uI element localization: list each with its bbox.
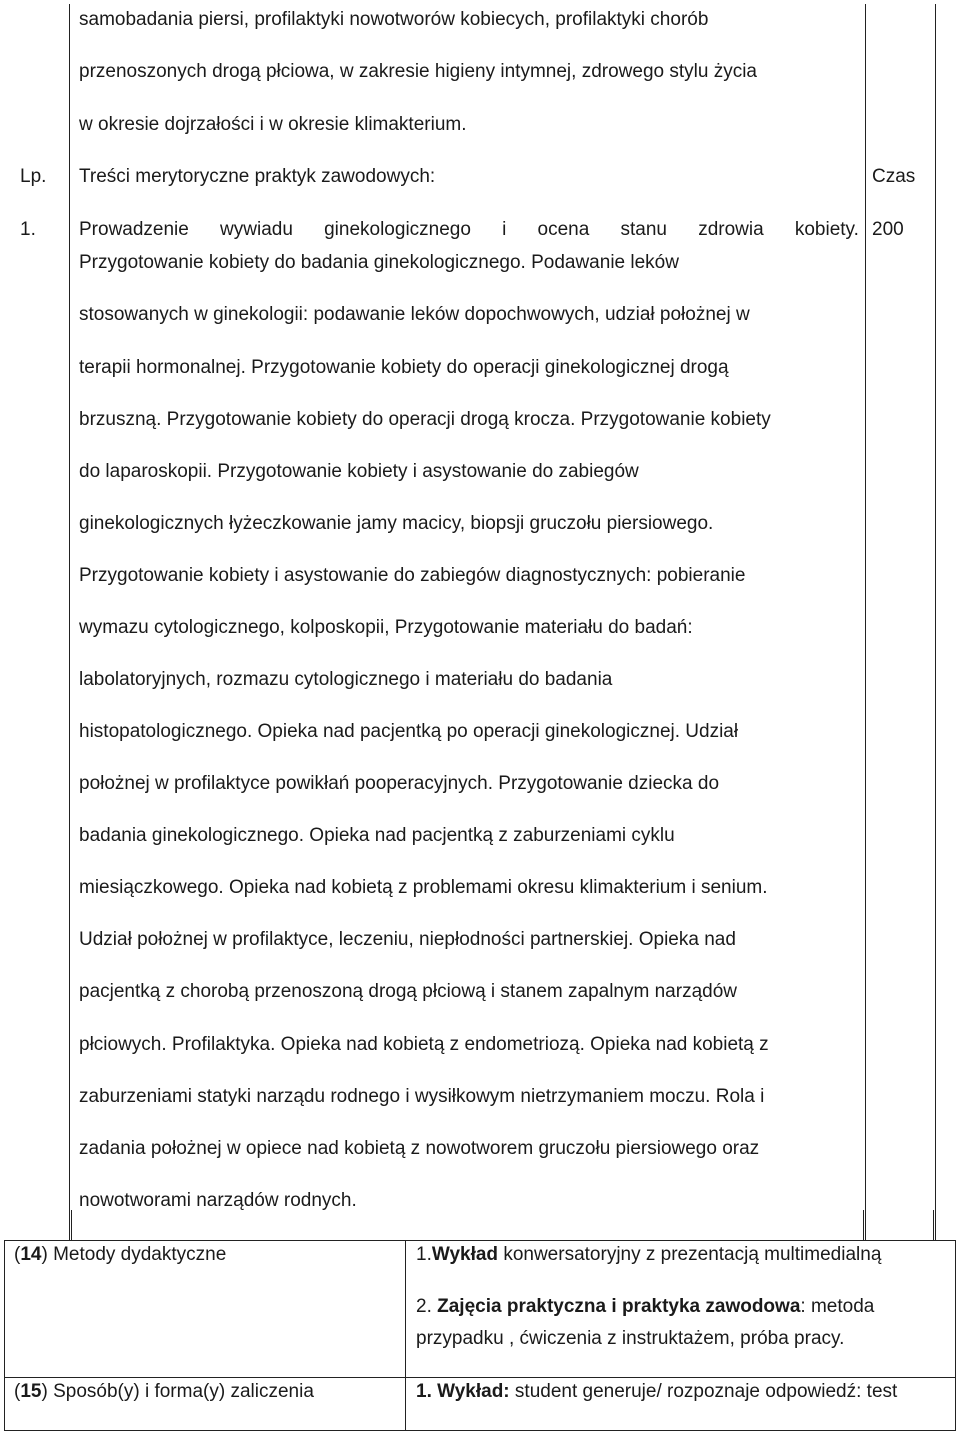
- row-content-line: miesiączkowego. Opieka nad kobietą z problemami okresu klimakterium i senium.: [79, 877, 768, 898]
- intro-line: samobadania piersi, profilaktyki nowotworów kobiecych, profilaktyki chorób: [79, 9, 709, 30]
- row-content-line: brzuszną. Przygotowanie kobiety do operacji drogą krocza. Przygotowanie kobiety: [79, 409, 771, 430]
- assessment-item-1-bold: 1. Wykład:: [416, 1381, 510, 1402]
- method-item-1-bold: Wykład: [431, 1244, 499, 1265]
- row-content-line: do laparoskopii. Przygotowanie kobiety i asystowanie do zabiegów: [79, 461, 639, 482]
- word: wywiadu: [220, 219, 293, 240]
- method-item-2-prefix: 2.: [416, 1296, 438, 1317]
- method-item-2: [416, 1295, 874, 1319]
- row-content-line: Przygotowanie kobiety i asystowanie do zabiegów diagnostycznych: pobieranie: [79, 565, 746, 586]
- row-content-line: Przygotowanie kobiety do badania ginekologicznego. Podawanie leków: [79, 252, 679, 273]
- section-15-title: Sposób(y) i forma(y) zaliczenia: [53, 1381, 314, 1402]
- section-divider: [405, 1240, 406, 1431]
- row-content-line: ginekologicznych łyżeczkowanie jamy macicy, biopsji gruczołu piersiowego.: [79, 513, 714, 534]
- method-item-1: [416, 1243, 881, 1267]
- column-czas-header: Czas: [872, 166, 916, 187]
- section-mid-border: [4, 1377, 956, 1378]
- method-item-2-bold: Zajęcia praktyczna i praktyka zawodowa: [437, 1296, 801, 1317]
- row-content-line: zadania położnej w opiece nad kobietą z nowotworem gruczołu piersiowego oraz: [79, 1138, 760, 1159]
- table-border-right-inner: [933, 1210, 934, 1240]
- section-14-title: Metody dydaktyczne: [53, 1244, 227, 1265]
- word: ginekologicznego: [324, 219, 471, 240]
- assessment-item-1: [416, 1380, 897, 1404]
- row-content-line: nowotworami narządów rodnych.: [79, 1190, 357, 1211]
- row-number: 1.: [20, 219, 36, 240]
- table-border-right: [935, 4, 936, 1240]
- row-content-line: zaburzeniami statyki narządu rodnego i wysiłkowym nietrzymaniem moczu. Rola i: [79, 1086, 765, 1107]
- section-15-number: 15: [20, 1381, 42, 1402]
- word: zdrowia: [698, 219, 764, 240]
- table-border-content-right: [865, 4, 866, 1240]
- word: kobiety.: [794, 219, 859, 240]
- word: stanu: [620, 219, 667, 240]
- row-content-line: terapii hormonalnej. Przygotowanie kobiety do operacji ginekologicznej drogą: [79, 357, 729, 378]
- table-border-left: [69, 4, 70, 1240]
- row-content-line: położnej w profilaktyce powikłań pooperacyjnych. Przygotowanie dziecka do: [79, 773, 720, 794]
- row-hours: 200: [872, 219, 904, 240]
- word: i: [502, 219, 507, 240]
- row-content-line: pacjentką z chorobą przenoszoną drogą płciową i stanem zapalnym narządów: [79, 981, 737, 1002]
- assessment-item-1-rest: student generuje/ rozpoznaje odpowiedź: test: [509, 1381, 898, 1402]
- row-content-line: stosowanych w ginekologii: podawanie leków dopochwowych, udział położnej w: [79, 304, 750, 325]
- row-first-line: [79, 218, 859, 242]
- row-content-line: Udział położnej w profilaktyce, leczeniu, niepłodności partnerskiej. Opieka nad: [79, 929, 736, 950]
- method-item-2-line2: przypadku , ćwiczenia z instruktażem, próba pracy.: [416, 1328, 845, 1349]
- row-content-line: labolatoryjnych, rozmazu cytologicznego i materiału do badania: [79, 669, 613, 690]
- row-content-line: histopatologicznego. Opieka nad pacjentką po operacji ginekologicznej. Udział: [79, 721, 739, 742]
- intro-line: w okresie dojrzałości i w okresie klimakterium.: [79, 114, 467, 135]
- method-item-1-rest: konwersatoryjny z prezentacją multimedialną: [498, 1244, 882, 1265]
- word: ocena: [537, 219, 590, 240]
- intro-line: przenoszonych drogą płciowa, w zakresie higieny intymnej, zdrowego stylu życia: [79, 61, 757, 82]
- method-item-2-rest: : metoda: [800, 1296, 875, 1317]
- section-14-number: 14: [20, 1244, 42, 1265]
- section-left-border: [4, 1240, 5, 1431]
- row-content-line: wymazu cytologicznego, kolposkopii, Przygotowanie materiału do badań:: [79, 617, 693, 638]
- row-content-line: płciowych. Profilaktyka. Opieka nad kobietą z endometriozą. Opieka nad kobietą z: [79, 1034, 769, 1055]
- column-lp-header: Lp.: [20, 166, 47, 187]
- column-content-header: Treści merytoryczne praktyk zawodowych:: [79, 166, 436, 187]
- section-15-label: (15) Sposób(y) i forma(y) zaliczenia: [14, 1381, 314, 1402]
- table-border-left-inner: [71, 1210, 72, 1240]
- section-top-border: [4, 1240, 956, 1241]
- table-border-content-right-inner: [863, 1210, 864, 1240]
- method-item-1-prefix: 1.: [416, 1244, 432, 1265]
- section-right-border: [955, 1240, 956, 1431]
- section-14-label: (14) Metody dydaktyczne: [14, 1244, 227, 1265]
- word: Prowadzenie: [79, 219, 189, 240]
- row-content-line: badania ginekologicznego. Opieka nad pacjentką z zaburzeniami cyklu: [79, 825, 675, 846]
- section-bottom-border: [4, 1430, 956, 1431]
